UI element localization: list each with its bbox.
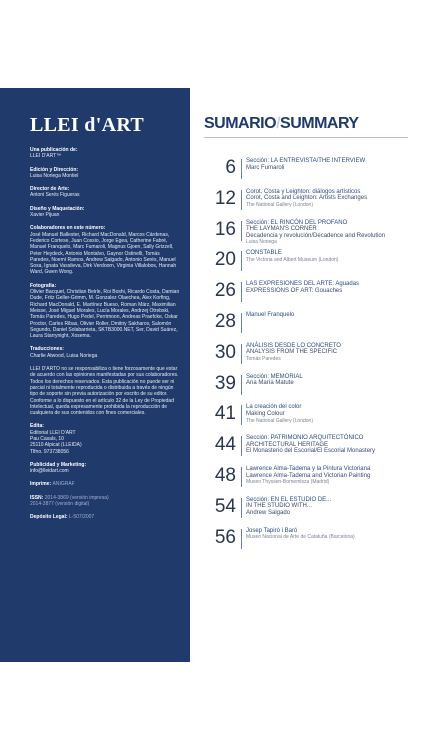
toc-divider bbox=[241, 405, 242, 425]
toc-entry-subtitle: Corot, Costa and Leighton: Artists Exchanges bbox=[246, 195, 368, 202]
toc-entry-info bbox=[246, 435, 416, 455]
toc-entry-title: Josep Tapiró i Baró bbox=[246, 527, 298, 534]
credit-block bbox=[30, 462, 180, 475]
toc-entry-title: Sección: EL RINCÓN DEL PROFANO bbox=[246, 219, 348, 226]
imprime-label: Imprime: bbox=[30, 481, 52, 488]
toc-entry-info bbox=[246, 374, 416, 387]
toc-entry-title: La creación del color bbox=[246, 404, 302, 411]
toc-divider bbox=[241, 159, 242, 179]
toc-entry-info bbox=[246, 158, 416, 171]
toc-entry-note: The National Gallery (London) bbox=[246, 201, 313, 208]
credit-label: Edición y Dirección: bbox=[30, 166, 79, 173]
summary-title-slash: / bbox=[276, 115, 281, 132]
toc-entry-info bbox=[246, 281, 416, 294]
credit-block bbox=[30, 283, 180, 340]
toc-entry-title: Sección: LA ENTREVISTA/THE INTERVIEW bbox=[246, 158, 366, 164]
toc-page-number: 56 bbox=[214, 526, 236, 548]
toc-entry-subtitle: Decadencia y revolución/Decadence and Revolution bbox=[246, 232, 386, 239]
toc-entry-subtitle: Ana María Matute bbox=[246, 380, 294, 387]
toc-divider bbox=[241, 375, 242, 395]
credit-block bbox=[30, 366, 180, 416]
summary-panel bbox=[190, 88, 422, 662]
toc-entry-title: ANÁLISIS DESDE LO CONCRETO bbox=[246, 342, 341, 349]
toc-entry-subtitle: ANALYSIS FROM THE SPECIFIC bbox=[246, 349, 338, 356]
toc-entry-info bbox=[246, 343, 416, 362]
masthead-panel bbox=[0, 88, 190, 662]
toc-page-number: 39 bbox=[214, 372, 236, 394]
toc-page-number: 41 bbox=[214, 403, 236, 425]
deposito-label: Depósito Legal: bbox=[30, 514, 68, 521]
toc-entry-info bbox=[246, 312, 416, 319]
toc-page-number: 48 bbox=[214, 465, 236, 486]
toc-entry-title: CONSTABLE bbox=[246, 250, 282, 257]
toc-page-number: 26 bbox=[214, 280, 236, 302]
toc-entry-info bbox=[246, 404, 416, 423]
imprime-text: ANIGRAF bbox=[52, 481, 75, 488]
toc-entry-note: Luisa Noriega bbox=[246, 239, 277, 246]
toc-entry-subtitle: Making Colour bbox=[246, 410, 285, 417]
toc-entry-title: Manuel Franquelo bbox=[246, 312, 295, 318]
toc-entry-title: Sección: MEMORIAL bbox=[246, 373, 303, 380]
credit-label: Edita: bbox=[30, 423, 44, 430]
credit-label: Diseño y Maquetación: bbox=[30, 205, 85, 212]
toc-entry-title: Sección: EN EL ESTUDIO DE... bbox=[246, 496, 332, 503]
toc-divider bbox=[241, 251, 242, 271]
imprime-block bbox=[30, 481, 180, 487]
credit-label: Traducciones: bbox=[30, 346, 64, 353]
toc-entry-subtitle: THE LAYMAN'S CORNER bbox=[246, 226, 317, 233]
credit-text: Luisa Noriega Montiel bbox=[30, 172, 79, 179]
toc-divider bbox=[241, 190, 242, 210]
toc-entry-subtitle: El Monasterio del Escorial/El Escorial Monastery bbox=[246, 448, 376, 455]
credit-text: Olivier Bacquet, Christian Beirle, Roi Boshi, Ricardo Costa, Damian Dude, Fritz Geller-Grimm, M. Gonzalez Olaechea, Alex Korfing, Richard MacDonald, E. Martínez Bueso, Roman März, Maximilian Meisse, José Miguel Morales, Lucía Morales, Andrzej Otrebski, Tomás Paredes, Hugo Pedel, Perrimoon, Andreas Praefcke, Oskar Proctor, Carles Ribas, Olivier Roller, Dmitriy Sakharov, Salomón Segundo, Daniel Solabarrieta, SKTB3000.NET, Ser, David Suárez, Laura Starrynight, Xosema. bbox=[30, 289, 180, 340]
credit-block bbox=[30, 206, 180, 219]
toc-entry-subtitle: EXPRESSIONS OF ART: Gouaches bbox=[246, 287, 343, 294]
credit-text: Antoni Serés Figueras bbox=[30, 192, 80, 199]
credit-label: Fotografía: bbox=[30, 282, 57, 289]
toc-divider bbox=[241, 467, 242, 487]
toc-entry-info bbox=[246, 250, 416, 263]
summary-title bbox=[204, 115, 359, 133]
toc-entry-title: Lawrence Alma-Tadema y la Pintura Victoriana bbox=[246, 466, 371, 472]
toc-divider bbox=[241, 313, 242, 333]
toc-page-number: 20 bbox=[214, 249, 236, 271]
credit-block bbox=[30, 147, 180, 160]
toc-page-number: 6 bbox=[225, 157, 236, 178]
toc-entry-title: Corot, Costa y Leighton: diálogos artísticos bbox=[246, 188, 361, 195]
credit-label: Una publicación de: bbox=[30, 147, 78, 153]
deposito-block bbox=[30, 514, 180, 520]
credit-label: Director de Arte: bbox=[30, 186, 70, 193]
toc-entry-info bbox=[246, 466, 416, 485]
toc-entry-info bbox=[246, 189, 416, 208]
toc-entry-subtitle: Lawrence Alma-Tadema and Victorian Painting bbox=[246, 472, 371, 479]
toc-entry-subtitle: ARCHITECTURAL HERITAGE bbox=[246, 441, 329, 448]
toc-page-number: 12 bbox=[214, 187, 236, 209]
toc-divider bbox=[241, 436, 242, 456]
credit-text: Editorial LLEI D'ART Pau Casals, 10 25110 Alpicat (LLEIDA) Tlfno. 973738056 bbox=[30, 429, 82, 455]
credit-label: Publicidad y Marketing: bbox=[30, 461, 87, 468]
credit-block bbox=[30, 167, 180, 180]
toc-entry-title: Sección: PATRIMONIO ARQUITECTÓNICO bbox=[246, 435, 364, 442]
toc-entry-info bbox=[246, 220, 416, 246]
title-divider bbox=[204, 137, 408, 138]
logo: LLEI d'ART bbox=[30, 114, 145, 136]
summary-title-es: SUMARIO bbox=[204, 115, 277, 132]
credit-block bbox=[30, 346, 180, 359]
credit-label: Colaboradores en este número: bbox=[30, 225, 106, 232]
credit-text: Xavier Pijuan bbox=[30, 212, 60, 219]
toc-page-number: 16 bbox=[214, 218, 236, 240]
toc-entry-note: The Victoria and Albert Museum (London) bbox=[246, 256, 339, 263]
toc-divider bbox=[241, 344, 242, 364]
credit-text: José Manuel Ballester, Richard MacDonald, Marcos Cárdenas, Federico Cortese, Juan Cossio, Jorge Egea, Catherine Fabré, Manuel Franquelo, Marc Fumaroli, Magnus Gjoen, Sally Grizzell, Peter Heydeck, Antonio Montalvo, Gaynor Ostinelli, Tomás Paredes, Noemí Ramos, Andrew Salgado, Antonio Serés, Manuel Sosa, Ignata Vassileva, Dirk Verdoorn, Virginia Villalobos, Hannah Ward, Gwen Wong. bbox=[30, 231, 177, 276]
deposito-text: L-507/2007 bbox=[68, 514, 95, 521]
toc-divider bbox=[241, 282, 242, 302]
credits-list bbox=[30, 147, 180, 474]
credit-text: Charlie Atwood, Luisa Noriega bbox=[30, 352, 98, 359]
issn-block bbox=[30, 495, 180, 508]
toc-entry-title: LAS EXPRESIONES DEL ARTE: Aguadas bbox=[246, 281, 360, 288]
toc-entry-subtitle: Marc Fumaroli bbox=[246, 164, 285, 171]
toc-entry-subtitle: Andrew Salgado bbox=[246, 509, 291, 516]
toc-page-number: 30 bbox=[214, 341, 236, 363]
toc-page-number: 28 bbox=[214, 311, 236, 332]
toc-entry-note: Museo Thyssen-Bornemisza (Madrid) bbox=[246, 479, 330, 486]
summary-title-en: SUMMARY bbox=[280, 115, 359, 132]
toc-entry-subtitle: IN THE STUDIO WITH... bbox=[246, 503, 312, 510]
credit-block bbox=[30, 225, 180, 275]
credit-block bbox=[30, 423, 180, 454]
toc-page-number: 44 bbox=[214, 434, 236, 456]
credit-text: info@lleidart.com bbox=[30, 468, 69, 475]
toc-entry-note: Museo Nacional de Arte de Cataluña (Barcelona) bbox=[246, 534, 355, 541]
credit-text: LLEI D'ART™ bbox=[30, 153, 62, 160]
toc-divider bbox=[241, 529, 242, 549]
toc-entry-note: Tomás Paredes bbox=[246, 355, 281, 362]
toc-entry-info bbox=[246, 497, 416, 517]
toc-divider bbox=[241, 221, 242, 241]
toc-page-number: 54 bbox=[214, 495, 236, 517]
credit-block bbox=[30, 186, 180, 199]
toc-entry-note: The National Gallery (London) bbox=[246, 417, 313, 424]
credit-text: LLEI D'ARTO no se responsabiliza o tiene forzosamente que estar de acuerdo con las opiniones manifestadas por sus colaboradores. Todos los derechos reservados. Esta publicación no puede ser ni parcial ni totalmente reproducida o distribuida a través de ningún tipo de soporte sin previa autorización por escrito de su editor. Conforme a lo dispuesto en el artículo 32 de la Ley de Propiedad Intelectual, queda expresamente prohibida la reproducción de cualquiera de sus contenidos con fines comerciales. bbox=[30, 366, 179, 417]
toc-divider bbox=[241, 498, 242, 518]
toc-entry-info bbox=[246, 528, 416, 541]
issn-label: ISSN: bbox=[30, 494, 44, 501]
issn-text: 2014-3869 (versión impresa) 2014-3877 (versión digital) bbox=[30, 494, 109, 508]
